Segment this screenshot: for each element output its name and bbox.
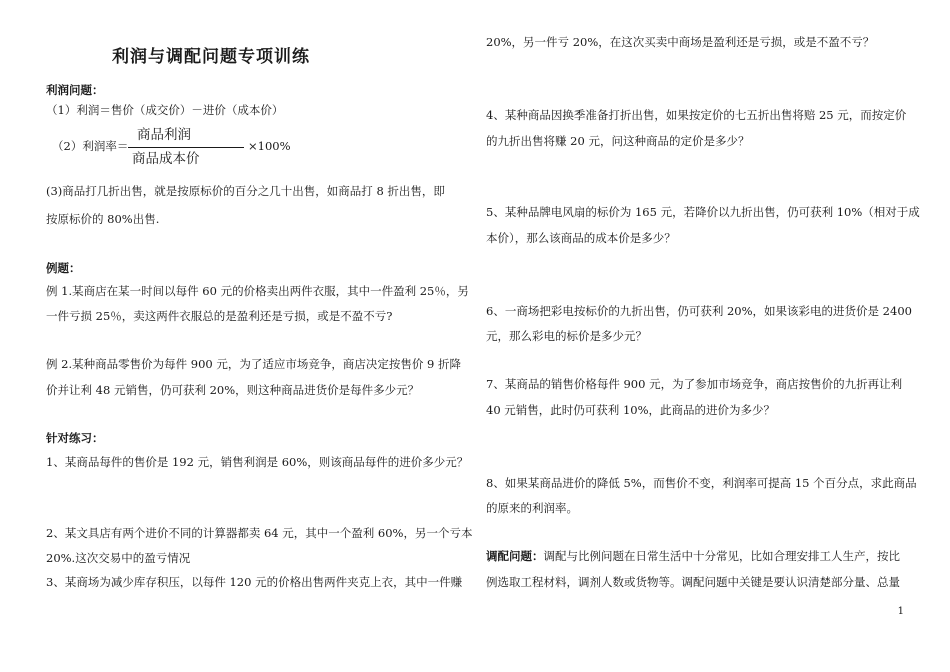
question3-line2: 20%，另一件亏 20%，在这次买卖中商场是盈利还是亏损，或是不盈不亏？: [486, 35, 875, 49]
examples-heading: 例题：: [46, 261, 81, 275]
question5-line1: 5、某种品牌电风扇的标价为 165 元，若降价以九折出售，仍可获利 10%（相对于成: [486, 205, 920, 219]
fraction-numerator: 商品利润: [137, 127, 191, 143]
page-number: 1: [897, 606, 904, 617]
question6-line1: 6、一商场把彩电按标价的九折出售，仍可获利 20%，如果该彩电的进货价是 2400: [486, 304, 912, 318]
fraction-denominator: 商品成本价: [132, 151, 200, 167]
practice-heading: 针对练习：: [46, 431, 104, 445]
question8-line1: 8、如果某商品进价的降低 5%，而售价不变，利润率可提高 15 个百分点，求此商品: [486, 476, 917, 490]
question4-line1: 4、某种商品因换季准备打折出售，如果按定价的七五折出售将赔 25 元，而按定价: [486, 108, 907, 122]
profit-heading: 利润问题：: [46, 83, 104, 97]
example1-line2: 一件亏损 25％，卖这两件衣服总的是盈利还是亏损，或是不盈不亏?: [46, 309, 393, 323]
formula-suffix: ×100%: [248, 139, 291, 153]
question4-line2: 的九折出售将赚 20 元，问这种商品的定价是多少？: [486, 134, 750, 148]
example2-line1: 例 2.某种商品零售价为每件 900 元，为了适应市场竞争，商店决定按售价 9 折降: [46, 357, 462, 371]
question3-line1: 3、某商场为减少库存积压，以每件 120 元的价格出售两件夹克上衣，其中一件赚: [46, 575, 463, 589]
question6-line2: 元，那么彩电的标价是多少元？: [486, 329, 647, 343]
allocation-text-1: 调配与比例问题在日常生活中十分常见，比如合理安排工人生产，按比: [543, 549, 900, 563]
formula-profit: （1）利润＝售价（成交价）－进价（成本价）: [46, 103, 284, 117]
question5-line2: 本价），那么该商品的成本价是多少？: [486, 231, 676, 245]
allocation-line2: 例选取工程材料，调剂人数或货物等。调配问题中关键是要认识清楚部分量、总量: [486, 575, 900, 589]
question7-line2: 40 元销售，此时仍可获利 10%，此商品的进价为多少？: [486, 403, 776, 417]
question8-line2: 的原来的利润率。: [486, 501, 578, 515]
question7-line1: 7、某商品的销售价格每件 900 元，为了参加市场竞争，商店按售价的九折再让利: [486, 377, 903, 391]
page-title: 利润与调配问题专项训练: [112, 47, 310, 67]
allocation-heading: 调配问题：: [486, 549, 544, 563]
question1: 1、某商品每件的售价是 192 元，销售利润是 60%，则该商品每件的进价多少元？: [46, 455, 469, 469]
example1-line1: 例 1.某商店在某一时间以每件 60 元的价格卖出两件衣服，其中一件盈利 25％，另: [46, 284, 469, 298]
formula-discount-line1: (3)商品打几折出售，就是按原标价的百分之几十出售，如商品打 8 折出售，即: [46, 184, 445, 198]
formula-discount-line2: 按原标价的 80%出售.: [46, 212, 160, 226]
question2-line1: 2、某文具店有两个进价不同的计算器都卖 64 元，其中一个盈利 60%，另一个亏本: [46, 526, 473, 540]
allocation-line1: [486, 550, 900, 563]
fraction-bar: [128, 147, 244, 148]
question2-line2: 20%.这次交易中的盈亏情况: [46, 551, 191, 565]
example2-line2: 价并让利 48 元销售，仍可获利 20%，则这种商品进货价是每件多少元？: [46, 383, 420, 397]
formula-prefix: （2）利润率＝: [52, 139, 129, 153]
